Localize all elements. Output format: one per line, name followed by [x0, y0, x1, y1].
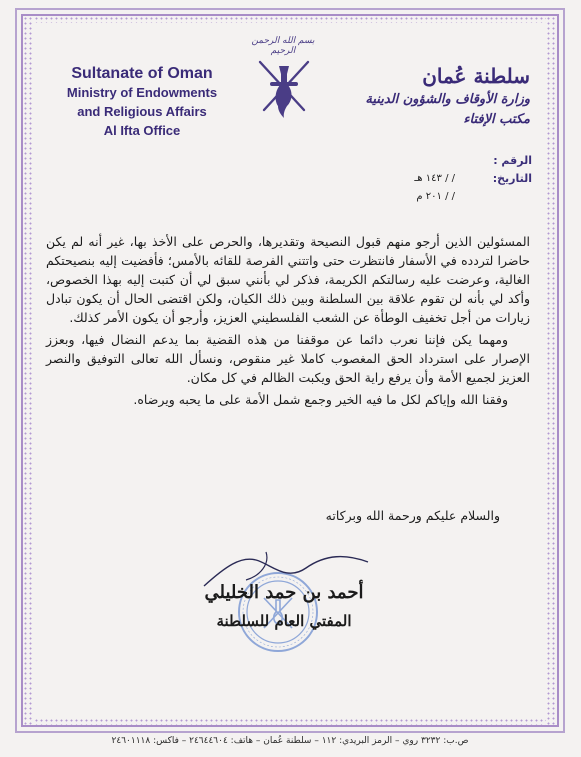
letter-body [46, 232, 530, 412]
body-paragraph-3: وفقنا الله وإياكم لكل ما فيه الخير وجمع شمل الأمة على ما يحبه ويرضاه. [133, 392, 508, 407]
letterhead-english [42, 64, 242, 140]
reference-block [360, 152, 532, 206]
closing-greeting: والسلام عليكم ورحمة الله وبركاته [325, 508, 500, 523]
arabic-office: مكتب الإفتاء [463, 112, 530, 127]
ref-label: الرقم : [493, 154, 532, 167]
arabic-country: سلطنة عُمان [422, 64, 530, 88]
signatory-title: المفتي العام للسلطنة [216, 612, 352, 630]
english-office: Al Ifta Office [103, 123, 181, 138]
gregorian-date: / / ٢٠١ م [416, 191, 455, 202]
letterhead-arabic [320, 62, 530, 130]
footer-contact: ص.ب: ٣٢٣٢ روي – الرمز البريدي: ١١٢ – سلطنة عُمان – هاتف: ٢٤٦٤٤٦٠٤ – فاكس: ٢٤٦٠١١١٨ [111, 736, 469, 746]
signatory-name: أحمد بن حمد الخليلي [204, 582, 364, 603]
hijri-date: / / ١٤٣ هـ [414, 173, 455, 184]
oman-emblem-icon [252, 52, 316, 124]
border-pattern-bottom [34, 718, 546, 725]
border-pattern-right [546, 16, 557, 725]
border-pattern-top [34, 16, 546, 23]
english-ministry-2: and Religious Affairs [77, 104, 207, 119]
border-pattern-left [23, 16, 34, 725]
date-label: التاريخ: [492, 172, 532, 185]
arabic-ministry: وزارة الأوقاف والشؤون الدينية [365, 92, 530, 107]
body-paragraph-2: ومهما يكن فإننا نعرب دائما عن موقفنا من هذه القضية بما يدعم النضال فيها، وبعزز الإصرار على استرداد الحق المغصوب كاملا غير منقوص، ونسأل الله تعالى التوفيق والنصر العزيز لجميع الأمة وأن يرفع راية الحق ويكبت الظالم في كل مكان. [46, 332, 530, 385]
english-country: Sultanate of Oman [71, 65, 213, 82]
english-ministry-1: Ministry of Endowments [66, 85, 218, 100]
basmala: بسم الله الرحمن الرحيم [251, 36, 315, 56]
body-paragraph-1: المسئولين الذين أرجو منهم قبول النصيحة وتقديرها، والحرص على الأخذ بها، غير أنه لم يكن حاضرا لتردده في الأسفار فانتظرت حتى واتتني الفرصة للقائه بالأمس؛ فأفضيت إليه بنصيحتكم الغالية، وعرضت عليه رسالتكم الكريمة، فذكر لي بأنني سبق لي أن كتبت إليه بهذا الخصوص، وأكد لي بأنه لن تقوم علاقة بين السلطنة وبين ذلك الكيان، ولكن اقتضى الحال أن يكون تبادل زيارات من أجل تخفيف الوطأة عن الشعب الفلسطيني العزيز، وأرجو أن يكون الأمر كذلك. [46, 234, 530, 325]
